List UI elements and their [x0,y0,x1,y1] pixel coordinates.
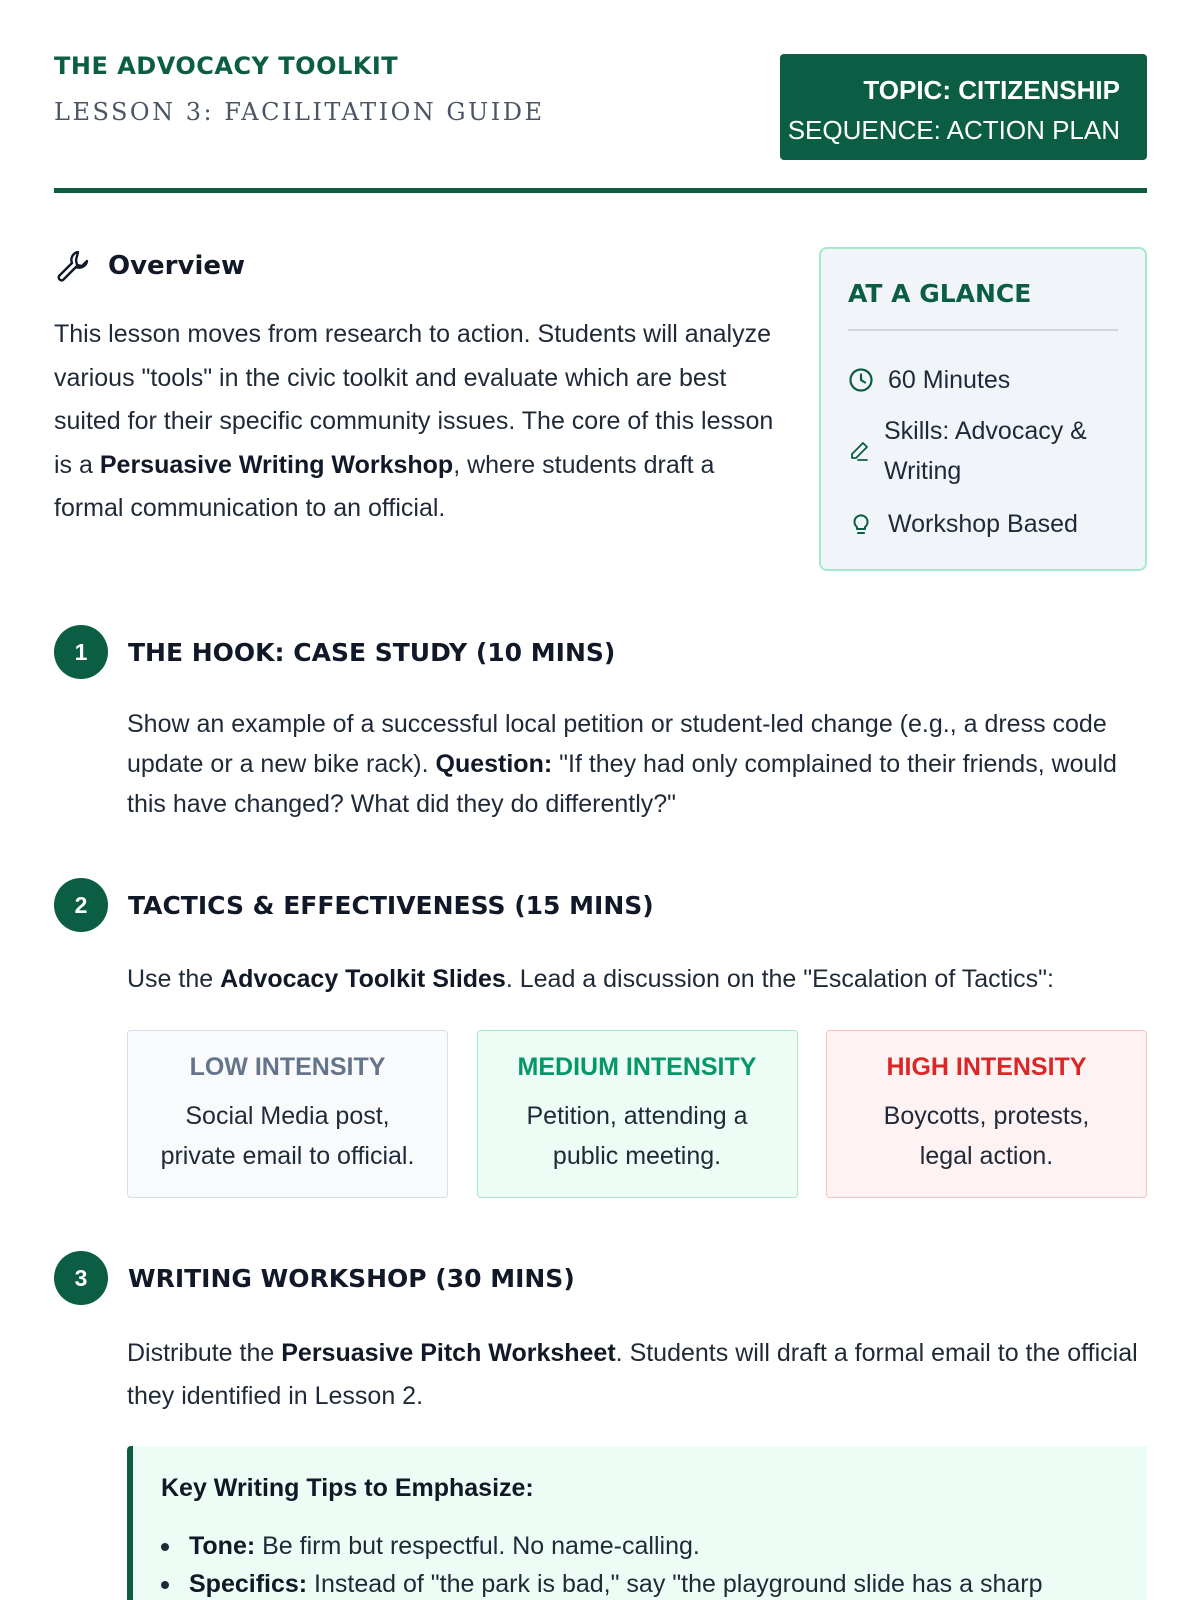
glance-item-duration [848,360,1010,400]
lesson-page [54,0,1147,1598]
overview-text-bold: Persuasive Writing Workshop [99,450,454,479]
overview-title: Overview [108,251,246,281]
section-1-header [54,625,615,679]
card-body: Social Media post, private email to official. [160,1102,415,1170]
overview-text-end: , where students draft a formal communication to an official. [54,450,715,522]
section-2-body [127,959,1147,999]
low-intensity-card [127,1030,448,1198]
overview-paragraph [54,313,774,531]
overview-text-start: This lesson moves from research to action. Students will analyze various "tools" in the civic toolkit and evaluate which are best suited for their specific community issues. The core of this lesson is a [54,320,774,479]
at-a-glance-panel [819,247,1147,571]
medium-intensity-card [477,1030,798,1198]
tip-item [161,1565,1147,1600]
clock-icon [848,367,874,393]
tips-list [161,1527,1147,1600]
section-title: WRITING WORKSHOP (30 MINS) [128,1263,575,1293]
card-body: Petition, attending a public meeting. [526,1102,748,1170]
section-2-header [54,878,654,932]
glance-item-format [848,504,1078,544]
tip-text: Instead of "the park is bad," say "the playground slide has a sharp [307,1570,1043,1598]
step-number-badge: 1 [54,625,108,679]
glance-item-skills [848,411,1118,491]
glance-item-text: Skills: Advocacy & Writing [884,417,1087,485]
section-text: "If they had only complained to their friends, would this have changed? What did they do differently?" [127,750,1117,818]
glance-item-text: Workshop Based [888,510,1078,538]
section-text-bold: Advocacy Toolkit Slides [220,965,506,993]
section-text: Show an example of a successful local petition or student-led change (e.g., a dress code update or a new bike rack). [127,710,1107,778]
section-1-body [127,704,1147,824]
section-text: Distribute the [127,1339,282,1367]
section-text: . Lead a discussion on the "Escalation of Tactics": [505,965,1055,993]
glance-item-text: 60 Minutes [888,366,1011,394]
card-title: MEDIUM INTENSITY [517,1053,757,1081]
page-header [54,0,1147,193]
section-title: THE HOOK: CASE STUDY (10 MINS) [128,637,616,667]
tip-label: Tone: [189,1532,256,1560]
glance-title: AT A GLANCE [848,249,1118,331]
tips-heading: Key Writing Tips to Emphasize: [161,1474,534,1502]
section-text: Use the [127,965,221,993]
topic-label: TOPIC: CITIZENSHIP [863,75,1120,105]
pencil-icon [848,440,870,462]
section-text: . Students will draft a formal email to the official they identified in Lesson 2. [127,1339,1138,1410]
section-3-body [127,1332,1147,1418]
lightbulb-icon [848,511,874,537]
tip-item [161,1527,1147,1565]
overview-heading [54,246,245,286]
wrench-icon [54,246,94,286]
lesson-subtitle: LESSON 3: FACILITATION GUIDE [54,98,545,126]
intensity-cards [127,1030,1147,1198]
tip-text: Be firm but respectful. No name-calling. [255,1532,700,1560]
card-body: Boycotts, protests, legal action. [883,1102,1090,1170]
step-number-badge: 2 [54,878,108,932]
section-text-bold: Question: [435,750,553,778]
step-number-badge: 3 [54,1251,108,1305]
card-title: HIGH INTENSITY [886,1053,1087,1081]
high-intensity-card [826,1030,1147,1198]
card-title: LOW INTENSITY [189,1053,386,1081]
tip-label: Specifics: [189,1570,308,1598]
writing-tips-callout [127,1446,1147,1600]
topic-badge [780,54,1147,160]
section-title: TACTICS & EFFECTIVENESS (15 MINS) [128,890,654,920]
toolkit-title: THE ADVOCACY TOOLKIT [54,52,399,80]
section-3-header [54,1251,575,1305]
section-text-bold: Persuasive Pitch Worksheet [281,1339,616,1367]
sequence-label: SEQUENCE: ACTION PLAN [787,115,1120,145]
